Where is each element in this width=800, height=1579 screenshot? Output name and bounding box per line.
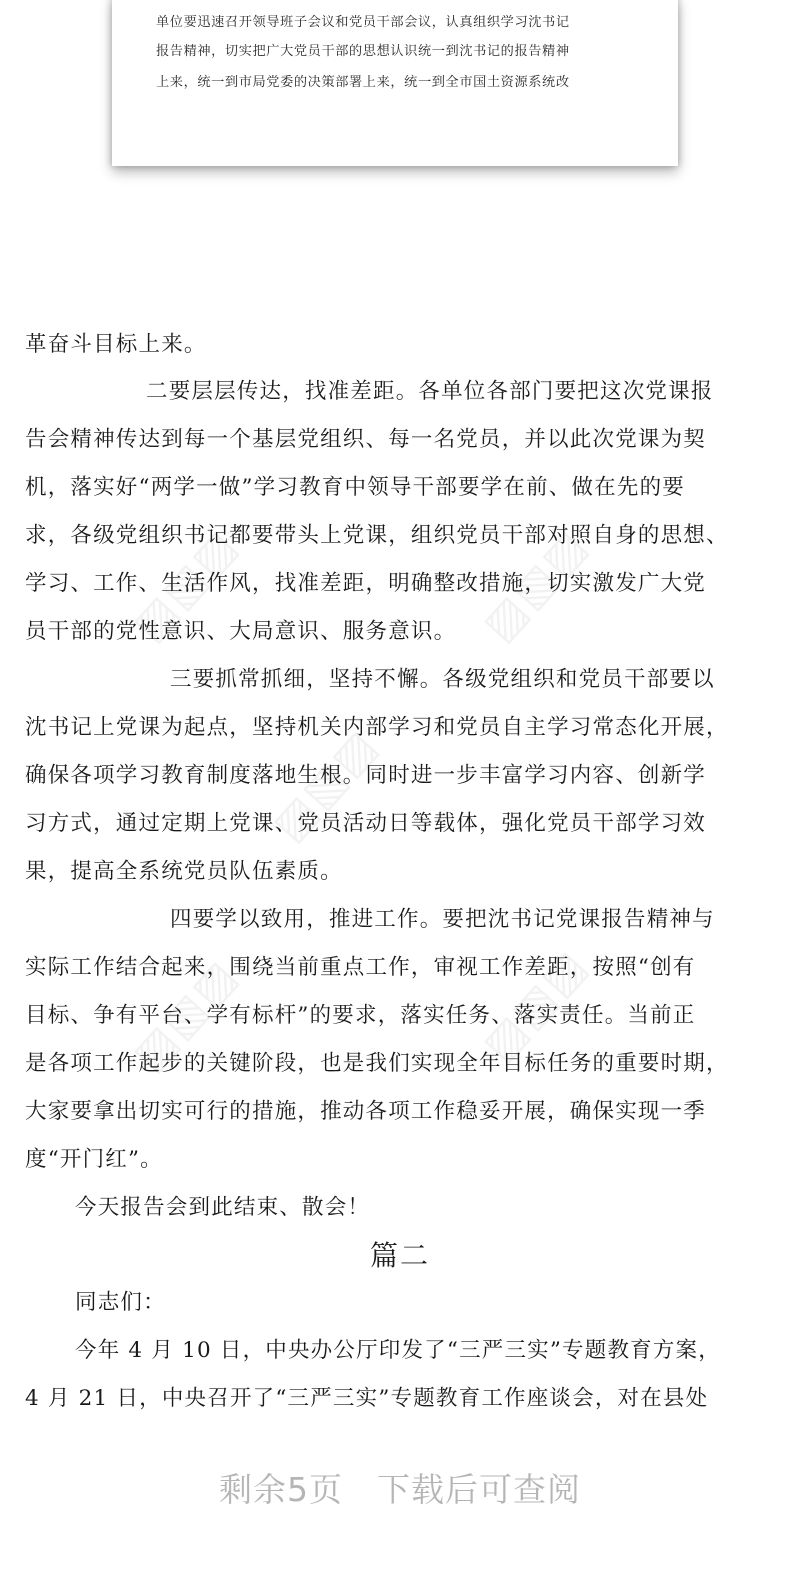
paragraph-start: 今年 4 月 10 日，中央办公厅印发了“三严三实”专题教育方案， — [75, 1338, 721, 1363]
body-line: 员干部的党性意识、大局意识、服务意识。 — [25, 619, 457, 644]
paragraph-start: 四要学以致用，推进工作。要把沈书记党课报告精神与 — [170, 907, 715, 932]
closing-line: 今天报告会到此结束、散会！ — [75, 1195, 371, 1220]
body-line: 学习、工作、生活作风，找准差距，明确整改措施，切实激发广大党 — [25, 571, 707, 596]
watermark-mark: ▨▧▨ — [262, 719, 389, 852]
download-prompt[interactable] — [0, 1468, 800, 1512]
watermark-mark: ▨▧▨ — [472, 939, 599, 1072]
watermark-mark: ▨▧▨ — [122, 949, 249, 1082]
body-line: 是各项工作起步的关键阶段，也是我们实现全年目标任务的重要时期， — [25, 1051, 729, 1076]
previous-page-preview — [112, 0, 678, 166]
body-line: 果，提高全系统党员队伍素质。 — [25, 859, 343, 884]
body-line: 求，各级党组织书记都要带头上党课，组织党员干部对照自身的思想、 — [25, 523, 729, 548]
preview-line: 上来，统一到市局党委的决策部署上来，统一到全市国土资源系统改 — [156, 75, 570, 90]
body-line: 4 月 21 日，中央召开了“三严三实”专题教育工作座谈会，对在县处 — [25, 1386, 709, 1411]
body-line: 习方式，通过定期上党课、党员活动日等载体，强化党员干部学习效 — [25, 811, 707, 836]
body-line: 告会精神传达到每一个基层党组织、每一名党员，并以此次党课为契 — [25, 427, 707, 452]
remaining-pages-text: 剩余5页 — [219, 1470, 343, 1509]
body-line: 革奋斗目标上来。 — [25, 332, 207, 357]
body-line: 沈书记上党课为起点，坚持机关内部学习和党员自主学习常态化开展， — [25, 715, 729, 740]
watermark-mark: ▨▧▨ — [472, 519, 599, 652]
body-line: 大家要拿出切实可行的措施，推动各项工作稳妥开展，确保实现一季 — [25, 1099, 707, 1124]
body-line: 实际工作结合起来，围绕当前重点工作，审视工作差距，按照“创有 — [25, 955, 696, 980]
watermark-mark: ▨▧▨ — [122, 519, 249, 652]
body-line: 目标、争有平台、学有标杆”的要求，落实任务、落实责任。当前正 — [25, 1003, 696, 1028]
paragraph-start: 三要抓常抓细，坚持不懈。各级党组织和党员干部要以 — [170, 667, 715, 692]
salutation: 同志们： — [75, 1290, 166, 1315]
section-heading: 篇二 — [369, 1239, 430, 1272]
body-line: 机，落实好“两学一做”学习教育中领导干部要学在前、做在先的要 — [25, 475, 685, 500]
download-to-view-link[interactable]: 下载后可查阅 — [377, 1470, 581, 1509]
preview-line: 报告精神，切实把广大党员干部的思想认识统一到沈书记的报告精神 — [156, 44, 570, 59]
body-line: 度“开门红”。 — [25, 1147, 163, 1172]
preview-line: 单位要迅速召开领导班子会议和党员干部会议，认真组织学习沈书记 — [156, 15, 570, 30]
paragraph-start: 二要层层传达，找准差距。各单位各部门要把这次党课报 — [146, 379, 714, 404]
body-line: 确保各项学习教育制度落地生根。同时进一步丰富学习内容、创新学 — [25, 763, 707, 788]
